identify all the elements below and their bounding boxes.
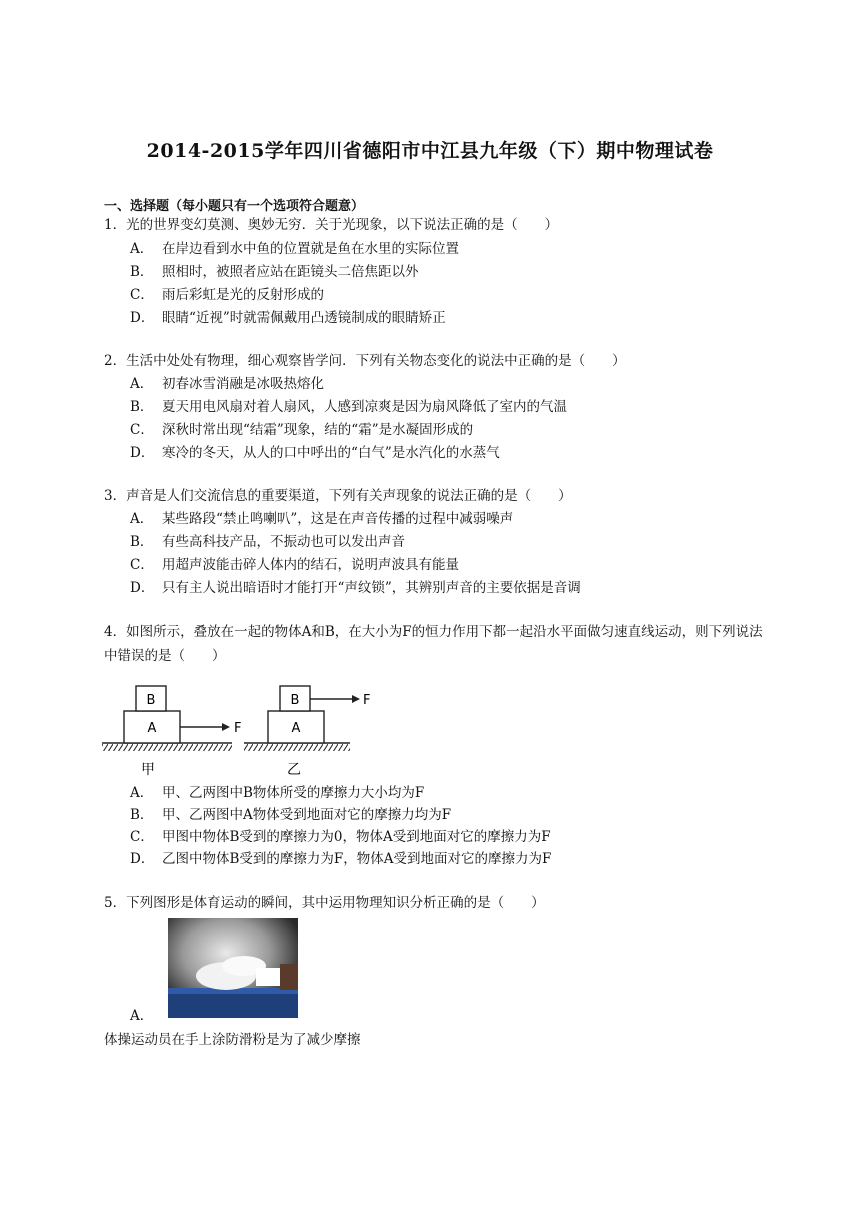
force-label-right: F [363,693,371,708]
diagram-left [102,686,241,778]
question-2-option-c: C． 深秋时常出现“结霜”现象，结的“霜”是水凝固形成的 [130,422,474,438]
question-5-option-a-letter: A． [130,1008,154,1024]
question-1-option-d: D． 眼睛“近视”时就需佩戴用凸透镜制成的眼睛矫正 [130,310,446,326]
page-title: 2014-2015学年四川省德阳市中江县九年级（下）期中物理试卷 [146,140,714,162]
gymnast-chalk-photo [168,918,298,1018]
question-5-stem: 5．下列图形是体育运动的瞬间，其中运用物理知识分析正确的是（ ） [104,895,545,911]
question-3-stem: 3．声音是人们交流信息的重要渠道，下列有关声现象的说法正确的是（ ） [104,488,572,504]
question-4-option-c: C． 甲图中物体B受到的摩擦力为0，物体A受到地面对它的摩擦力为F [130,829,551,845]
question-4-stem: 4．如图所示，叠放在一起的物体A和B，在大小为F的恒力作用下都一起沿水平面做匀速直线运动，则下列说法中错误的是（ ） [104,624,763,664]
block-a-left-label: A [147,721,157,736]
diagram-label-jia: 甲 [141,762,155,778]
question-3-option-d: D． 只有主人说出暗语时才能打开“声纹锁”，其辨别声音的主要依据是音调 [130,580,581,596]
question-2-option-d: D． 寒冷的冬天，从人的口中呼出的“白气”是水汽化的水蒸气 [130,445,500,461]
question-2-option-a: A． 初春冰雪消融是冰吸热熔化 [130,376,324,392]
question-3-option-b: B． 有些高科技产品，不振动也可以发出声音 [130,534,405,550]
section-heading: 一、选择题（每小题只有一个选项符合题意） [104,199,365,214]
question-1-stem: 1．光的世界变幻莫测、奥妙无穷．关于光现象，以下说法正确的是（ ） [104,217,559,233]
question-2-option-b: B． 夏天用电风扇对着人扇风，人感到凉爽是因为扇风降低了室内的气温 [130,399,567,415]
block-b-right-label: B [290,693,300,708]
diagram-right [244,686,370,778]
question-1-option-c: C． 雨后彩虹是光的反射形成的 [130,287,324,303]
question-1-option-a: A． 在岸边看到水中鱼的位置就是鱼在水里的实际位置 [130,241,459,257]
block-a-right-label: A [291,721,301,736]
friction-diagram [98,680,378,780]
question-3-option-a: A． 某些路段“禁止鸣喇叭”，这是在声音传播的过程中减弱噪声 [130,511,514,527]
question-4-option-d: D． 乙图中物体B受到的摩擦力为F，物体A受到地面对它的摩擦力为F [130,851,552,867]
diagram-label-yi: 乙 [287,762,301,778]
question-2-stem: 2．生活中处处有物理，细心观察皆学问．下列有关物态变化的说法中正确的是（ ） [104,353,626,369]
question-4-option-a: A． 甲、乙两图中B物体所受的摩擦力大小均为F [130,785,425,801]
force-label-left: F [234,721,242,736]
question-3-option-c: C． 用超声波能击碎人体内的结石，说明声波具有能量 [130,557,459,573]
question-4-option-b: B． 甲、乙两图中A物体受到地面对它的摩擦力均为F [130,807,452,823]
block-b-left-label: B [146,693,156,708]
question-1-option-b: B． 照相时，被照者应站在距镜头二倍焦距以外 [130,264,419,280]
question-5-option-a-text: 体操运动员在手上涂防滑粉是为了减少摩擦 [104,1032,361,1048]
